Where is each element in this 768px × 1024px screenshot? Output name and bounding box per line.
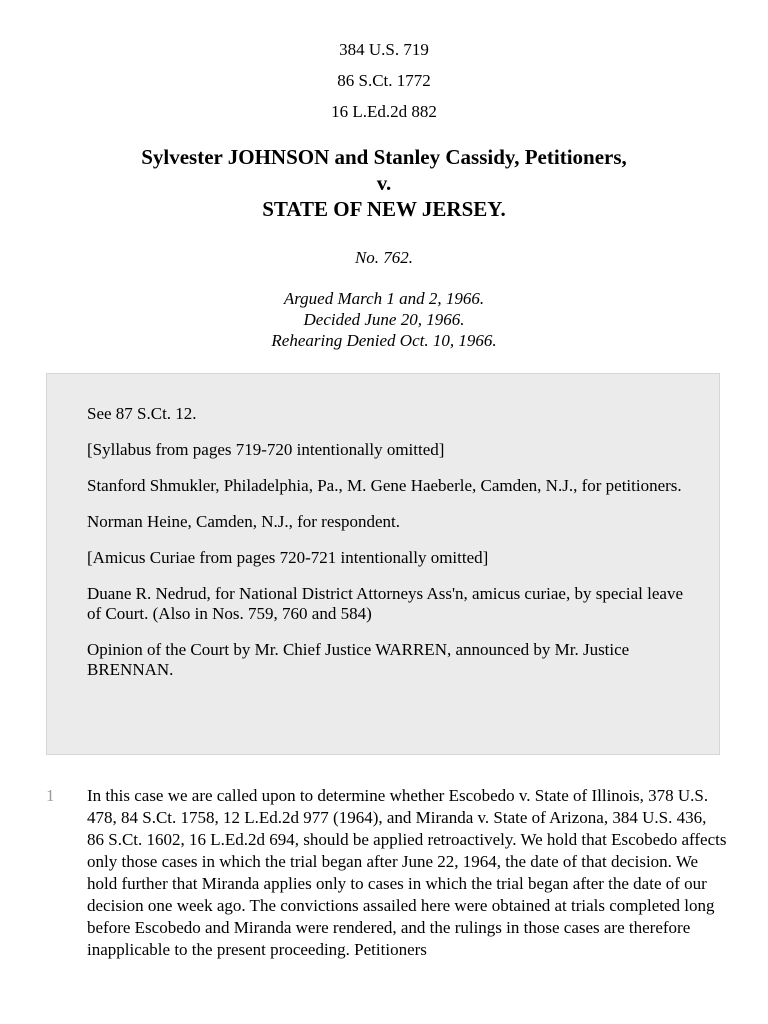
paragraph-number: 1 [46,786,55,805]
versus-label: v. [376,171,392,195]
docket-number: No. 762. [354,248,414,267]
case-dates [0,288,768,351]
syllabus-content [87,404,697,696]
syllabus-box [46,373,720,755]
amicus-counsel: Duane R. Nedrud, for National District Attorneys Ass'n, amicus curiae, by special leave of Court. (Also in Nos. 759, 760 and 584) [87,584,684,623]
counsel-for-petitioners: Stanford Shmukler, Philadelphia, Pa., M. Gene Haeberle, Camden, N.J., for petitioners. [87,476,682,495]
citation-us-reports: 384 U.S. 719 [339,40,429,59]
paragraph-text: In this case we are called upon to determine whether Escobedo v. State of Illinois, 378 U.S. 478, 84 S.Ct. 1758, 12 L.Ed.2d 977 (1964), and Miranda v. State of Arizona, 384 U.S. 436, 86 S.Ct. 1602, 16 L.Ed.2d 694, should be applied retroactively. We hold that Escobedo affects only those cases in which the trial began after June 22, 1964, the date of that decision. We hold further that Miranda applies only to cases in which the trial began after the date of our decision one week ago. The convictions assailed here were obtained at trials completed long before Escobedo and Miranda were rendered, and the rulings in those cases are therefore inapplicable to the present proceeding. Petitioners [87,786,727,959]
rehearing-date: Rehearing Denied Oct. 10, 1966. [271,331,497,350]
petitioners-name: Sylvester JOHNSON and Stanley Cassidy, Petitioners, [141,145,627,169]
citation-lawyers-edition: 16 L.Ed.2d 882 [331,102,437,121]
counsel-for-respondent: Norman Heine, Camden, N.J., for respondent. [87,512,401,531]
citation-supreme-court-reporter: 86 S.Ct. 1772 [337,71,431,90]
syllabus-omitted-note: [Syllabus from pages 719-720 intentionally omitted] [87,440,445,459]
argued-date: Argued March 1 and 2, 1966. [283,289,485,308]
amicus-omitted-note: [Amicus Curiae from pages 720-721 intentionally omitted] [87,548,489,567]
opinion-author-line: Opinion of the Court by Mr. Chief Justice WARREN, announced by Mr. Justice BRENNAN. [87,640,630,679]
respondent-name: STATE OF NEW JERSEY. [262,197,506,221]
case-title [0,144,768,222]
decided-date: Decided June 20, 1966. [303,310,465,329]
rehearing-reference: See 87 S.Ct. 12. [87,404,197,423]
citations-block [0,34,768,127]
